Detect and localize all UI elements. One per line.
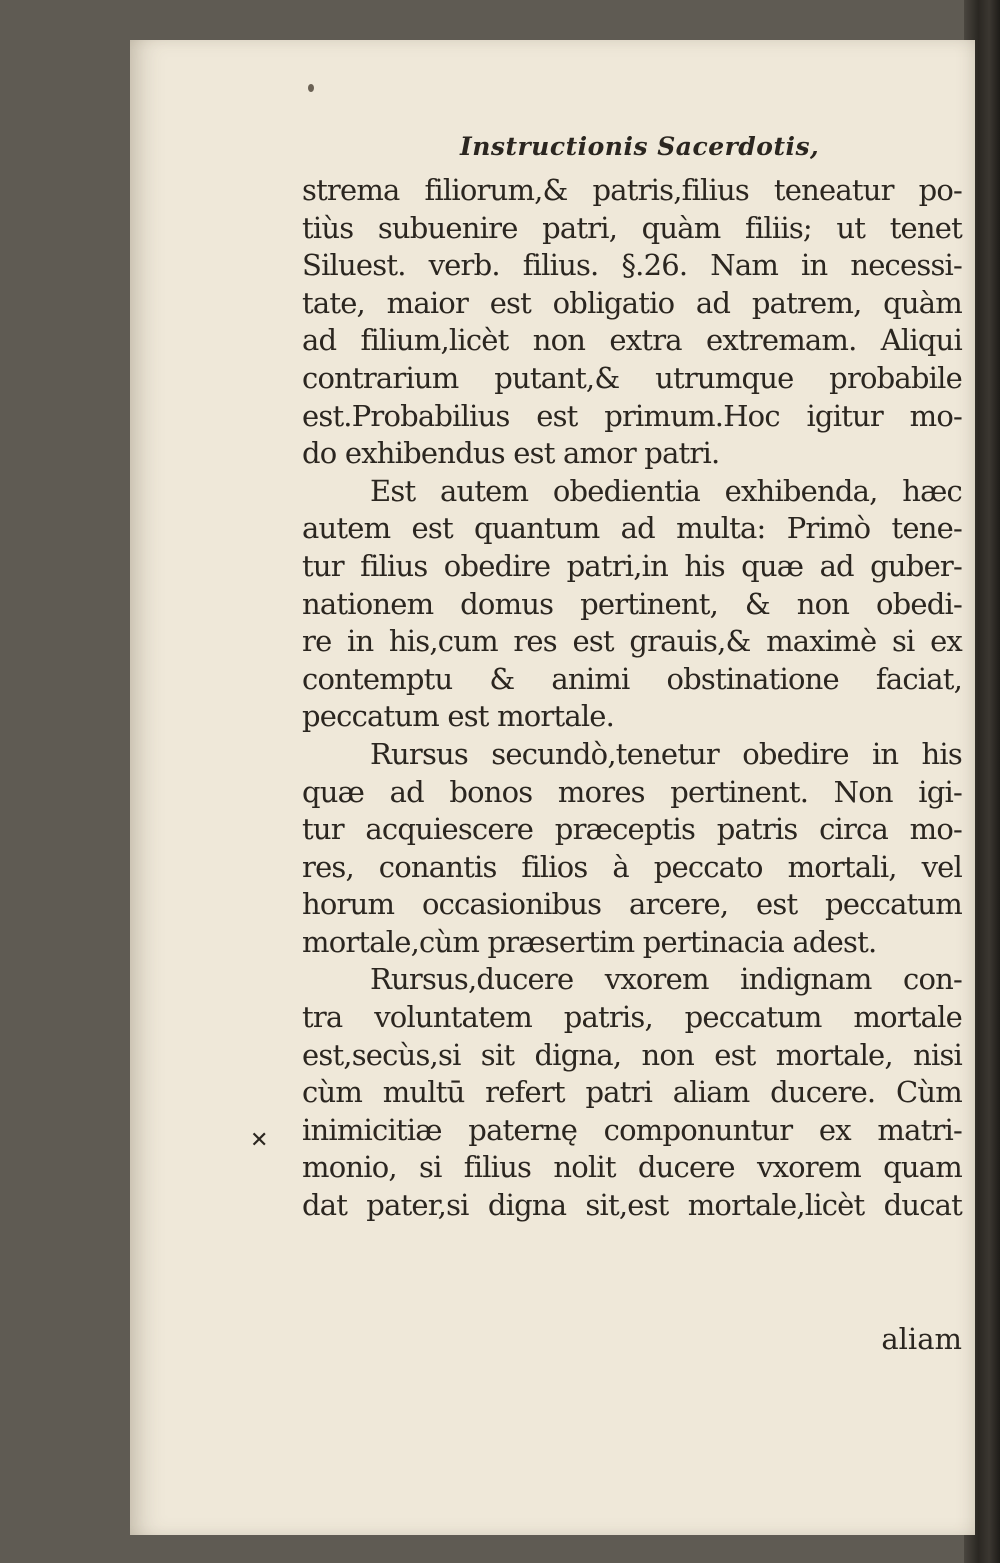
text-line: strema filiorum,& patris,filius teneatur po- bbox=[302, 173, 962, 207]
catchword: aliam bbox=[881, 1322, 962, 1356]
text-line: contemptu & animi obstinatione faciat, bbox=[302, 661, 962, 696]
text-line: ad filium,licèt non extra extremam. Aliqui bbox=[302, 323, 962, 358]
text-line: nationem domus pertinent, & non obedi- bbox=[302, 586, 962, 621]
text-line: Rursus,ducere vxorem indignam con- bbox=[370, 962, 962, 997]
text-line: quæ ad bonos mores pertinent. Non igi- bbox=[302, 774, 962, 809]
text-line: tur filius obedire patri,in his quæ ad guber- bbox=[302, 548, 962, 583]
text-line: autem est quantum ad multa: Primò tene- bbox=[302, 511, 962, 546]
text-line: tiùs subuenire patri, quàm filiis; ut tenet bbox=[302, 210, 962, 245]
text-line: do exhibendus est amor patri. bbox=[302, 436, 720, 471]
text-line: Siluest. verb. filius. §.26. Nam in necessi- bbox=[302, 248, 962, 283]
text-line: est,secùs,si sit digna, non est mortale, nisi bbox=[302, 1037, 962, 1072]
margin-mark: ✕ bbox=[250, 1128, 269, 1153]
text-line: Rursus secundò,tenetur obedire in his bbox=[370, 736, 962, 771]
text-line: dat pater,si digna sit,est mortale,licèt ducat bbox=[302, 1188, 962, 1223]
text-line: Est autem obedientia exhibenda, hæc bbox=[370, 473, 962, 508]
text-line: contrarium putant,& utrumque probabile bbox=[302, 360, 962, 395]
text-line: cùm multū refert patri aliam ducere. Cùm bbox=[302, 1075, 962, 1110]
text-line: tate, maior est obligatio ad patrem, quàm bbox=[302, 285, 962, 320]
text-line: est.Probabilius est primum.Hoc igitur mo- bbox=[302, 398, 962, 433]
text-line: tra voluntatem patris, peccatum mortale bbox=[302, 1000, 962, 1035]
text-line: horum occasionibus arcere, est peccatum bbox=[302, 887, 962, 922]
text-block bbox=[302, 172, 962, 1225]
text-line: monio, si filius nolit ducere vxorem quam bbox=[302, 1150, 962, 1185]
text-line: inimicitiæ paternę componuntur ex matri- bbox=[302, 1112, 962, 1147]
ink-spot bbox=[308, 84, 314, 92]
running-head: Instructionis Sacerdotis, bbox=[460, 132, 820, 161]
text-line: peccatum est mortale. bbox=[302, 699, 615, 734]
text-line: tur acquiescere præceptis patris circa mo- bbox=[302, 812, 962, 847]
text-line: mortale,cùm præsertim pertinacia adest. bbox=[302, 924, 877, 959]
text-line: res, conantis filios à peccato mortali, vel bbox=[302, 849, 962, 884]
text-line: re in his,cum res est grauis,& maximè si ex bbox=[302, 624, 962, 659]
